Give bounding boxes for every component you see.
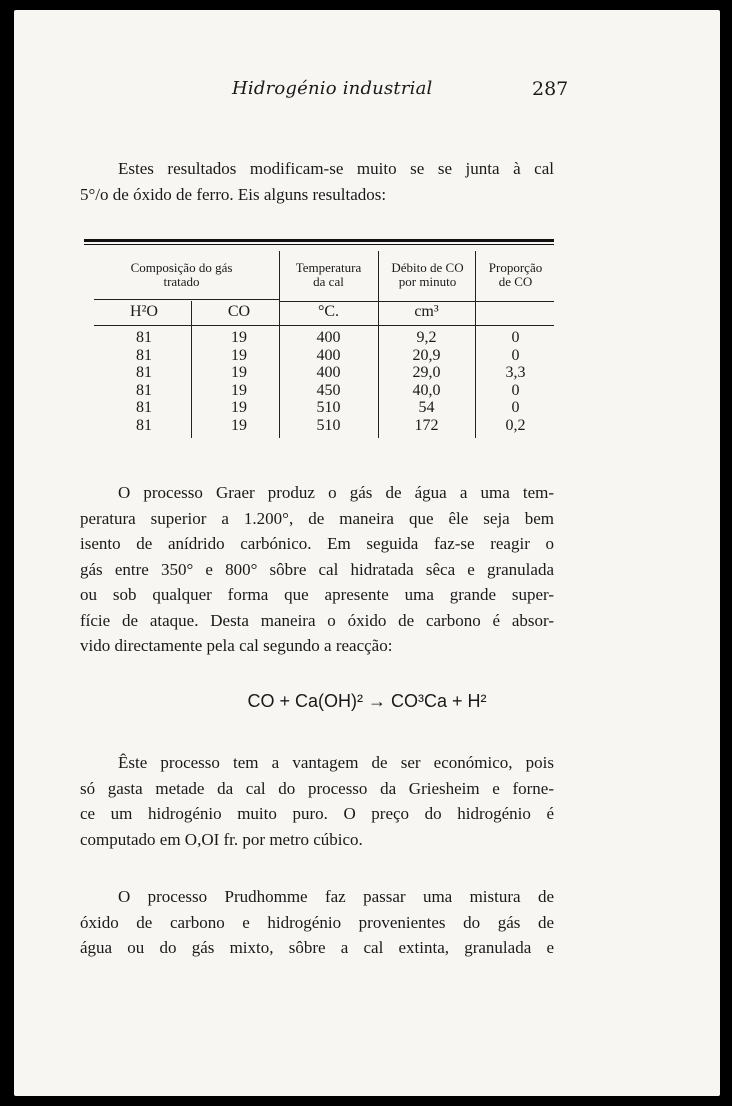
cell-debito: 20,9 [412,346,441,364]
text-line: água ou do gás mixto, sôbre a cal extinta, granulada e [80,938,554,957]
intro-paragraph [80,156,554,207]
cell-h2o: 81 [136,346,152,364]
text-line: vido directamente pela cal segundo a reacção: [80,636,393,655]
book-page [14,10,720,1096]
header-text: Temperatura [295,260,362,275]
header-text: de CO [498,274,533,289]
results-table [84,239,554,439]
text-line: fície de ataque. Desta maneira o óxido de carbono é absor- [80,610,554,630]
text-line: isento de anídrido carbónico. Em seguida faz-se reagir o [80,534,554,553]
text-line: computado em O,OI fr. por metro cúbico. [80,829,363,849]
header-temperatura [279,261,378,289]
cell-h2o: 81 [136,381,152,399]
cell-prop: 0 [511,399,520,416]
header-composicao [84,261,279,289]
cell-h2o: 81 [136,329,152,346]
page-number: 287 [532,78,569,100]
cell-co: 19 [231,329,247,346]
table-divider [475,251,476,438]
text-line: peratura superior a 1.200°, de maneira que êle seja bem [80,508,554,528]
text-line: O processo Graer produz o gás de água a uma tem- [118,483,554,502]
text-line: O processo Prudhomme faz passar uma mistura de [118,887,554,906]
header-debito [378,261,477,289]
cell-h2o: 81 [136,399,152,416]
cell-co: 19 [231,381,247,399]
cell-debito: 9,2 [416,329,437,346]
cell-h2o: 81 [136,364,152,381]
cell-prop: 0 [511,346,520,364]
table-rule [279,301,554,302]
cell-debito: 40,0 [412,381,441,399]
paragraph-economico [80,750,554,852]
header-text: Proporção [488,260,543,275]
cell-temp: 400 [316,346,341,364]
text-line: ou sob qualquer forma que apresente uma grande super- [80,585,554,604]
subheader-temp-unit: °C. [317,303,340,320]
paragraph-prudhomme [80,884,554,961]
cell-prop: 0 [511,381,520,399]
cell-prop: 0 [511,329,520,346]
text-line: Estes resultados modificam-se muito se se junta à cal [118,159,554,178]
table-divider [191,301,192,438]
cell-co: 19 [231,364,247,381]
header-text: da cal [313,274,344,289]
cell-co: 19 [231,346,247,364]
cell-prop: 3,3 [505,364,526,381]
running-header [14,74,720,104]
text-line: ce um hidrogénio muito puro. O preço do hidrogénio é [80,804,554,823]
cell-co: 19 [231,399,247,416]
table-top-rule [84,244,554,245]
header-text: tratado [163,274,200,289]
cell-temp: 400 [316,364,341,381]
cell-co: 19 [231,416,247,434]
cell-prop: 0,2 [505,416,526,434]
cell-debito: 172 [414,416,439,434]
cell-temp: 400 [316,329,341,346]
text-line: óxido de carbono e hidrogénio provenientes do gás de [80,912,554,932]
cell-temp: 510 [316,416,341,434]
text-line: só gasta metade da cal do processo da Griesheim e forne- [80,778,554,798]
cell-temp: 450 [316,381,341,399]
table-top-rule [84,239,554,242]
header-text: Composição do gás [130,260,233,275]
text-line: Êste processo tem a vantagem de ser económico, pois [118,753,554,772]
cell-h2o: 81 [136,416,152,434]
cell-temp: 510 [316,399,341,416]
header-text: por minuto [398,274,457,289]
text-line: gás entre 350° e 800° sôbre cal hidratada sêca e granulada [80,559,554,579]
text-line: 5°/o de óxido de ferro. Eis alguns resultados: [80,184,387,204]
cell-debito: 54 [418,399,435,416]
subheader-h2o: H²O [130,303,158,320]
running-title: Hidrogénio industrial [232,78,433,99]
header-proporcao [477,261,554,289]
paragraph-graer [80,480,554,659]
chemical-equation: CO + Ca(OH)² → CO³Ca + H² [247,691,487,711]
table-rule [94,325,554,326]
subheader-debito-unit: cm³ [414,303,439,320]
cell-debito: 29,0 [412,364,441,381]
subheader-co: CO [227,303,251,320]
table-rule [94,299,279,300]
header-text: Débito de CO [391,260,464,275]
